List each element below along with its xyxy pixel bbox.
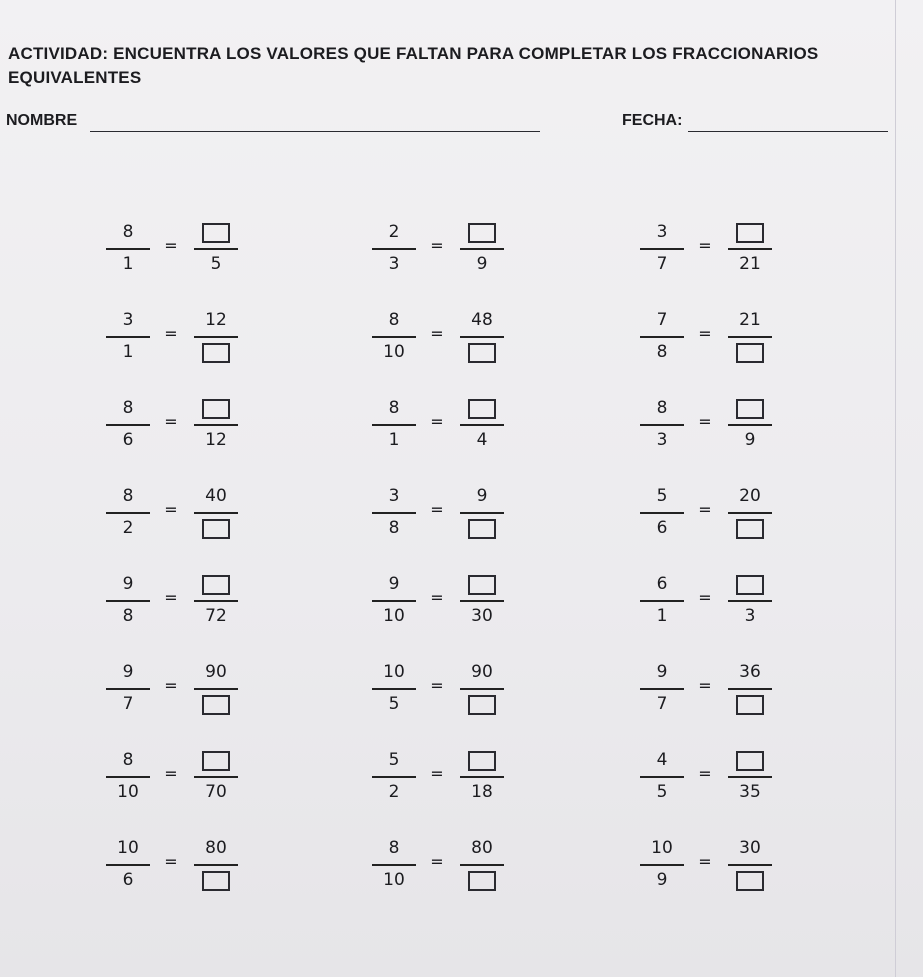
left-denominator: 2 xyxy=(388,782,400,802)
right-numerator-blank-box xyxy=(452,748,512,772)
right-numerator-blank-box xyxy=(452,396,512,420)
right-denominator-blank-box xyxy=(720,516,780,540)
right-fraction xyxy=(186,650,246,722)
fraction-bar xyxy=(640,336,684,338)
left-fraction xyxy=(632,386,692,458)
equals-sign: = xyxy=(164,412,178,431)
left-fraction xyxy=(364,474,424,546)
fraction-bar xyxy=(106,336,150,338)
fraction-bar xyxy=(194,776,238,778)
right-denominator: 72 xyxy=(205,606,227,626)
equation-r4-c2 xyxy=(364,474,604,546)
left-numerator: 9 xyxy=(656,662,668,682)
right-fraction xyxy=(720,210,780,282)
left-numerator: 8 xyxy=(388,838,400,858)
fraction-bar xyxy=(460,424,504,426)
fraction-bar xyxy=(640,776,684,778)
answer-box[interactable] xyxy=(736,519,764,539)
fraction-bar xyxy=(728,864,772,866)
equation-r8-c2 xyxy=(364,826,604,898)
date-label: FECHA: xyxy=(622,112,683,129)
right-denominator-blank-box xyxy=(186,340,246,364)
right-fraction xyxy=(186,826,246,898)
right-fraction xyxy=(186,386,246,458)
left-fraction xyxy=(364,298,424,370)
answer-box[interactable] xyxy=(736,575,764,595)
right-numerator-blank-box xyxy=(452,572,512,596)
fraction-bar xyxy=(194,600,238,602)
answer-box[interactable] xyxy=(736,751,764,771)
left-denominator: 2 xyxy=(122,518,134,538)
left-denominator: 3 xyxy=(656,430,668,450)
left-numerator: 5 xyxy=(656,486,668,506)
equation-r6-c3 xyxy=(632,650,872,722)
answer-box[interactable] xyxy=(468,343,496,363)
answer-box[interactable] xyxy=(202,575,230,595)
fraction-bar xyxy=(372,776,416,778)
left-numerator: 4 xyxy=(656,750,668,770)
fraction-bar xyxy=(194,688,238,690)
right-numerator-blank-box xyxy=(186,572,246,596)
left-denominator: 5 xyxy=(388,694,400,714)
answer-box[interactable] xyxy=(202,695,230,715)
left-denominator: 8 xyxy=(122,606,134,626)
left-fraction xyxy=(98,474,158,546)
left-fraction xyxy=(364,210,424,282)
right-numerator: 90 xyxy=(205,662,227,682)
right-numerator: 9 xyxy=(476,486,488,506)
right-fraction xyxy=(720,650,780,722)
fraction-bar xyxy=(106,864,150,866)
right-fraction xyxy=(186,738,246,810)
left-numerator: 9 xyxy=(388,574,400,594)
fraction-bar xyxy=(640,600,684,602)
fraction-bar xyxy=(372,336,416,338)
fraction-bar xyxy=(372,600,416,602)
fraction-bar xyxy=(728,776,772,778)
equation-r1-c1 xyxy=(98,210,338,282)
right-denominator-blank-box xyxy=(452,692,512,716)
equals-sign: = xyxy=(164,588,178,607)
right-denominator: 70 xyxy=(205,782,227,802)
right-fraction xyxy=(186,474,246,546)
equation-r5-c3 xyxy=(632,562,872,634)
left-numerator: 2 xyxy=(388,222,400,242)
equals-sign: = xyxy=(430,676,444,695)
equation-r7-c1 xyxy=(98,738,338,810)
fraction-bar xyxy=(728,688,772,690)
fraction-bar xyxy=(640,864,684,866)
left-numerator: 8 xyxy=(388,310,400,330)
left-fraction xyxy=(632,210,692,282)
right-numerator: 90 xyxy=(471,662,493,682)
left-denominator: 1 xyxy=(656,606,668,626)
equation-r8-c3 xyxy=(632,826,872,898)
left-fraction xyxy=(98,386,158,458)
equation-r7-c3 xyxy=(632,738,872,810)
right-numerator: 80 xyxy=(205,838,227,858)
right-denominator-blank-box xyxy=(452,340,512,364)
right-denominator: 9 xyxy=(476,254,488,274)
left-denominator: 1 xyxy=(388,430,400,450)
left-denominator: 10 xyxy=(383,606,405,626)
equals-sign: = xyxy=(698,324,712,343)
left-denominator: 7 xyxy=(656,254,668,274)
right-denominator: 18 xyxy=(471,782,493,802)
fraction-bar xyxy=(106,424,150,426)
fraction-bar xyxy=(640,512,684,514)
left-numerator: 8 xyxy=(122,398,134,418)
fraction-bar xyxy=(640,248,684,250)
fraction-bar xyxy=(372,864,416,866)
left-fraction xyxy=(632,298,692,370)
equals-sign: = xyxy=(430,500,444,519)
right-numerator-blank-box xyxy=(186,748,246,772)
left-fraction xyxy=(364,738,424,810)
answer-box[interactable] xyxy=(736,871,764,891)
equals-sign: = xyxy=(164,852,178,871)
fraction-bar xyxy=(728,424,772,426)
answer-box[interactable] xyxy=(468,575,496,595)
answer-box[interactable] xyxy=(202,519,230,539)
fraction-bar xyxy=(372,424,416,426)
right-numerator-blank-box xyxy=(720,748,780,772)
right-numerator-blank-box xyxy=(186,396,246,420)
left-fraction xyxy=(632,738,692,810)
left-denominator: 6 xyxy=(656,518,668,538)
equation-r4-c3 xyxy=(632,474,872,546)
right-numerator: 40 xyxy=(205,486,227,506)
equals-sign: = xyxy=(430,412,444,431)
answer-box[interactable] xyxy=(736,223,764,243)
left-fraction xyxy=(632,650,692,722)
right-fraction xyxy=(452,298,512,370)
fraction-bar xyxy=(194,248,238,250)
answer-box[interactable] xyxy=(468,519,496,539)
equals-sign: = xyxy=(164,764,178,783)
answer-box[interactable] xyxy=(202,399,230,419)
equation-r2-c1 xyxy=(98,298,338,370)
left-fraction xyxy=(98,738,158,810)
left-fraction xyxy=(632,826,692,898)
right-denominator: 30 xyxy=(471,606,493,626)
equation-r6-c1 xyxy=(98,650,338,722)
equation-r5-c1 xyxy=(98,562,338,634)
left-fraction xyxy=(98,298,158,370)
fraction-bar xyxy=(106,248,150,250)
left-denominator: 1 xyxy=(122,342,134,362)
right-numerator: 30 xyxy=(739,838,761,858)
left-numerator: 9 xyxy=(122,662,134,682)
answer-box[interactable] xyxy=(468,223,496,243)
left-numerator: 7 xyxy=(656,310,668,330)
right-fraction xyxy=(720,738,780,810)
left-numerator: 10 xyxy=(383,662,405,682)
fraction-bar xyxy=(106,512,150,514)
left-denominator: 5 xyxy=(656,782,668,802)
equals-sign: = xyxy=(698,412,712,431)
right-denominator-blank-box xyxy=(720,868,780,892)
right-fraction xyxy=(452,210,512,282)
left-numerator: 3 xyxy=(388,486,400,506)
answer-box[interactable] xyxy=(468,695,496,715)
left-denominator: 1 xyxy=(122,254,134,274)
fraction-bar xyxy=(728,248,772,250)
right-fraction xyxy=(720,826,780,898)
left-fraction xyxy=(364,826,424,898)
right-numerator: 36 xyxy=(739,662,761,682)
right-denominator: 4 xyxy=(476,430,488,450)
answer-box[interactable] xyxy=(468,871,496,891)
right-fraction xyxy=(186,562,246,634)
name-label: NOMBRE xyxy=(6,112,78,129)
right-fraction xyxy=(720,298,780,370)
right-denominator-blank-box xyxy=(186,868,246,892)
left-denominator: 10 xyxy=(383,870,405,890)
equals-sign: = xyxy=(430,764,444,783)
equation-r3-c1 xyxy=(98,386,338,458)
left-numerator: 3 xyxy=(122,310,134,330)
equation-r6-c2 xyxy=(364,650,604,722)
equation-r1-c3 xyxy=(632,210,872,282)
left-denominator: 9 xyxy=(656,870,668,890)
fraction-bar xyxy=(372,688,416,690)
left-fraction xyxy=(98,650,158,722)
right-numerator-blank-box xyxy=(720,220,780,244)
equals-sign: = xyxy=(698,500,712,519)
right-fraction xyxy=(186,210,246,282)
right-fraction xyxy=(720,474,780,546)
fraction-bar xyxy=(460,776,504,778)
left-numerator: 10 xyxy=(117,838,139,858)
right-denominator: 21 xyxy=(739,254,761,274)
answer-box[interactable] xyxy=(468,751,496,771)
fraction-bar xyxy=(460,336,504,338)
answer-box[interactable] xyxy=(736,343,764,363)
right-denominator-blank-box xyxy=(452,516,512,540)
fraction-bar xyxy=(106,776,150,778)
right-fraction xyxy=(452,386,512,458)
fraction-bar xyxy=(372,248,416,250)
left-numerator: 5 xyxy=(388,750,400,770)
equals-sign: = xyxy=(698,236,712,255)
left-numerator: 8 xyxy=(388,398,400,418)
right-fraction xyxy=(452,562,512,634)
left-numerator: 9 xyxy=(122,574,134,594)
answer-box[interactable] xyxy=(202,223,230,243)
left-denominator: 8 xyxy=(656,342,668,362)
right-denominator: 9 xyxy=(744,430,756,450)
right-denominator-blank-box xyxy=(452,868,512,892)
equation-r1-c2 xyxy=(364,210,604,282)
right-numerator: 48 xyxy=(471,310,493,330)
equals-sign: = xyxy=(164,236,178,255)
right-fraction xyxy=(452,826,512,898)
fraction-bar xyxy=(460,600,504,602)
right-denominator: 5 xyxy=(210,254,222,274)
fraction-bar xyxy=(728,336,772,338)
answer-box[interactable] xyxy=(468,399,496,419)
equals-sign: = xyxy=(164,676,178,695)
left-denominator: 3 xyxy=(388,254,400,274)
fraction-bar xyxy=(460,688,504,690)
left-numerator: 10 xyxy=(651,838,673,858)
equals-sign: = xyxy=(164,324,178,343)
left-numerator: 8 xyxy=(122,486,134,506)
title-line-1: ACTIVIDAD: ENCUENTRA LOS VALORES QUE FALTAN PARA COMPLETAR LOS FRACCIONARIOS xyxy=(8,44,819,63)
fraction-bar xyxy=(728,512,772,514)
answer-box[interactable] xyxy=(202,751,230,771)
right-numerator-blank-box xyxy=(452,220,512,244)
fraction-bar xyxy=(106,600,150,602)
right-fraction xyxy=(186,298,246,370)
left-denominator: 10 xyxy=(383,342,405,362)
left-denominator: 10 xyxy=(117,782,139,802)
left-fraction xyxy=(632,474,692,546)
fraction-bar xyxy=(194,336,238,338)
left-fraction xyxy=(364,562,424,634)
right-denominator: 12 xyxy=(205,430,227,450)
fraction-bar xyxy=(460,248,504,250)
left-numerator: 3 xyxy=(656,222,668,242)
right-denominator-blank-box xyxy=(186,692,246,716)
right-denominator: 3 xyxy=(744,606,756,626)
equals-sign: = xyxy=(430,324,444,343)
title-line-2: EQUIVALENTES xyxy=(8,68,142,87)
right-fraction xyxy=(452,738,512,810)
equals-sign: = xyxy=(430,236,444,255)
answer-box[interactable] xyxy=(202,871,230,891)
right-numerator: 12 xyxy=(205,310,227,330)
equation-r4-c1 xyxy=(98,474,338,546)
left-numerator: 8 xyxy=(656,398,668,418)
equals-sign: = xyxy=(164,500,178,519)
answer-box[interactable] xyxy=(736,399,764,419)
fraction-bar xyxy=(194,512,238,514)
left-denominator: 7 xyxy=(122,694,134,714)
left-fraction xyxy=(364,650,424,722)
equals-sign: = xyxy=(698,764,712,783)
equals-sign: = xyxy=(698,588,712,607)
fraction-bar xyxy=(194,424,238,426)
fraction-bar xyxy=(372,512,416,514)
left-numerator: 6 xyxy=(656,574,668,594)
fraction-bar xyxy=(728,600,772,602)
left-denominator: 6 xyxy=(122,430,134,450)
equals-sign: = xyxy=(698,852,712,871)
left-numerator: 8 xyxy=(122,222,134,242)
right-numerator-blank-box xyxy=(186,220,246,244)
equation-r2-c2 xyxy=(364,298,604,370)
right-numerator-blank-box xyxy=(720,572,780,596)
equation-r3-c3 xyxy=(632,386,872,458)
right-fraction xyxy=(452,650,512,722)
right-denominator-blank-box xyxy=(186,516,246,540)
fraction-bar xyxy=(640,424,684,426)
right-numerator: 21 xyxy=(739,310,761,330)
left-fraction xyxy=(98,210,158,282)
left-denominator: 8 xyxy=(388,518,400,538)
right-fraction xyxy=(720,562,780,634)
left-fraction xyxy=(632,562,692,634)
right-denominator-blank-box xyxy=(720,692,780,716)
equation-r3-c2 xyxy=(364,386,604,458)
right-denominator: 35 xyxy=(739,782,761,802)
right-denominator-blank-box xyxy=(720,340,780,364)
left-denominator: 7 xyxy=(656,694,668,714)
equation-r8-c1 xyxy=(98,826,338,898)
left-fraction xyxy=(98,826,158,898)
answer-box[interactable] xyxy=(202,343,230,363)
fraction-bar xyxy=(194,864,238,866)
equals-sign: = xyxy=(430,588,444,607)
left-denominator: 6 xyxy=(122,870,134,890)
equals-sign: = xyxy=(430,852,444,871)
equation-r7-c2 xyxy=(364,738,604,810)
equation-r5-c2 xyxy=(364,562,604,634)
fraction-bar xyxy=(640,688,684,690)
left-fraction xyxy=(364,386,424,458)
equation-r2-c3 xyxy=(632,298,872,370)
answer-box[interactable] xyxy=(736,695,764,715)
right-fraction xyxy=(720,386,780,458)
right-numerator: 20 xyxy=(739,486,761,506)
right-fraction xyxy=(452,474,512,546)
fraction-bar xyxy=(460,512,504,514)
right-numerator-blank-box xyxy=(720,396,780,420)
fraction-bar xyxy=(460,864,504,866)
left-numerator: 8 xyxy=(122,750,134,770)
right-numerator: 80 xyxy=(471,838,493,858)
fraction-bar xyxy=(106,688,150,690)
equals-sign: = xyxy=(698,676,712,695)
left-fraction xyxy=(98,562,158,634)
